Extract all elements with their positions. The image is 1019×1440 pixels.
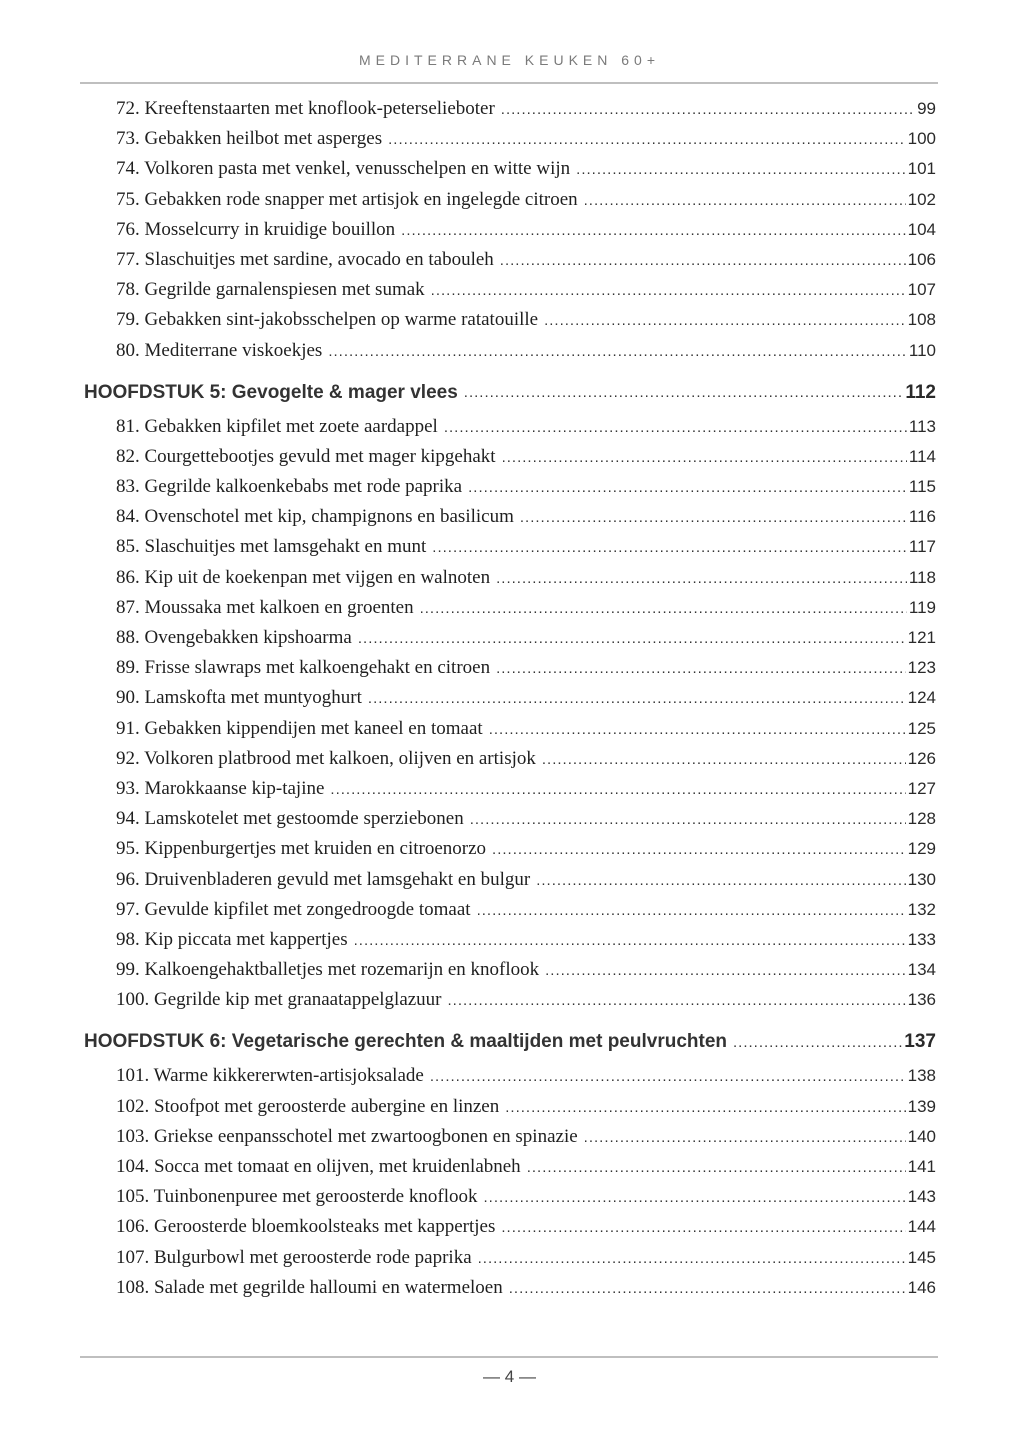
toc-title: 73. Gebakken heilbot met asperges [116, 128, 383, 150]
toc-title: 94. Lamskotelet met gestoomde sperziebonen [116, 808, 464, 830]
header-rule [80, 82, 938, 84]
toc-page-number: 138 [907, 1066, 936, 1086]
dot-leader [500, 252, 906, 269]
toc-title: 103. Griekse eenpansschotel met zwartoogbonen en spinazie [116, 1125, 578, 1147]
toc-entry [84, 778, 936, 808]
dot-leader [368, 690, 906, 707]
toc-title: 80. Mediterrane viskoekjes [116, 339, 323, 361]
toc-entry [84, 959, 936, 989]
dot-leader [448, 992, 906, 1009]
toc-page-number: 107 [907, 280, 936, 300]
toc-entry [84, 1186, 936, 1216]
toc-entry [84, 536, 936, 566]
toc-entry [84, 627, 936, 657]
dot-leader [420, 600, 907, 617]
toc-title: 85. Slaschuitjes met lamsgehakt en munt [116, 536, 427, 558]
toc-page-number: 123 [907, 658, 936, 678]
dot-leader [496, 660, 906, 677]
toc-title: 84. Ovenschotel met kip, champignons en basilicum [116, 506, 514, 528]
toc-title: 72. Kreeftenstaarten met knoflook-peterselieboter [116, 98, 495, 119]
toc-entry [84, 1156, 936, 1186]
toc-page-number: 141 [907, 1157, 936, 1176]
dot-leader [542, 751, 906, 768]
toc-title: 92. Volkoren platbrood met kalkoen, olijven en artisjok [116, 747, 536, 769]
toc-title: 93. Marokkaanse kip-tajine [116, 777, 325, 799]
toc-page-number: 124 [907, 688, 936, 708]
toc-entry [84, 1096, 936, 1126]
toc-entry [84, 838, 936, 868]
dot-leader [401, 222, 905, 239]
toc-page-number: 128 [907, 809, 936, 829]
toc-title: HOOFDSTUK 6: Vegetarische gerechten & maaltijden met peulvruchten [84, 1031, 727, 1053]
toc-page-number: 145 [907, 1247, 936, 1267]
toc-page-number: 139 [907, 1096, 936, 1116]
toc-entry [84, 446, 936, 476]
toc-page-number: 106 [907, 249, 936, 269]
toc-page-number: 137 [904, 1031, 936, 1053]
toc-page-number: 144 [907, 1217, 936, 1237]
dot-leader [520, 509, 907, 526]
dot-leader [330, 781, 905, 798]
dot-leader [468, 479, 907, 496]
toc-title: 90. Lamskofta met muntyoghurt [116, 687, 362, 709]
toc-title: 101. Warme kikkererwten-artisjoksalade [116, 1065, 424, 1087]
toc-entry [84, 309, 936, 339]
toc-entry [84, 158, 936, 188]
toc-entry [84, 597, 936, 627]
dot-leader [536, 872, 905, 889]
toc-entry [84, 416, 936, 446]
toc-title: 75. Gebakken rode snapper met artisjok en ingelegde citroen [116, 188, 578, 210]
toc-page-number: 140 [907, 1126, 936, 1146]
toc-title: 102. Stoofpot met geroosterde aubergine en linzen [116, 1095, 500, 1117]
toc-title: 77. Slaschuitjes met sardine, avocado en tabouleh [116, 248, 494, 270]
toc-page-number: 114 [908, 446, 936, 466]
toc-page-number: 136 [907, 990, 936, 1010]
toc-chapter-heading [84, 370, 936, 416]
toc-entry [84, 567, 936, 597]
toc-page-number: 117 [908, 537, 936, 557]
toc-page-number: 101 [907, 159, 936, 179]
toc-entry [84, 657, 936, 687]
toc-chapter-heading [84, 1019, 936, 1065]
toc-title: 91. Gebakken kippendijen met kaneel en tomaat [116, 717, 483, 739]
dot-leader [470, 811, 906, 828]
toc-entry [84, 929, 936, 959]
dot-leader [354, 932, 906, 949]
toc-entry [84, 279, 936, 309]
toc-page-number: 125 [907, 718, 936, 738]
toc-title: 97. Gevulde kipfilet met zongedroogde tomaat [116, 898, 471, 920]
dot-leader [544, 312, 906, 329]
toc-title: 83. Gegrilde kalkoenkebabs met rode paprika [116, 476, 463, 498]
toc-entry [84, 748, 936, 778]
dot-leader [464, 384, 904, 401]
dot-leader [527, 1159, 906, 1176]
toc-entry [84, 1065, 936, 1095]
dot-leader [489, 721, 906, 738]
toc-title: 87. Moussaka met kalkoen en groenten [116, 596, 414, 618]
toc-title: 100. Gegrilde kip met granaatappelglazuur [116, 989, 442, 1011]
toc-entry [84, 249, 936, 279]
toc-title: 79. Gebakken sint-jakobsschelpen op warme ratatouille [116, 309, 539, 331]
toc-page-number: 110 [908, 340, 936, 360]
toc-title: 99. Kalkoengehaktballetjes met rozemarijn en knoflook [116, 959, 540, 981]
toc-entry [84, 687, 936, 717]
toc-title: 74. Volkoren pasta met venkel, venusschelpen en witte wijn [116, 158, 571, 180]
toc-page-number: 115 [908, 477, 936, 497]
toc-title: 108. Salade met gegrilde halloumi en watermeloen [116, 1276, 503, 1298]
toc-title: 98. Kip piccata met kappertjes [116, 928, 348, 950]
toc-page-number: 108 [907, 310, 936, 330]
toc-page-number: 99 [917, 99, 936, 118]
toc-entry [84, 98, 936, 128]
toc-page-number: 134 [907, 960, 936, 980]
toc-page-number: 100 [907, 129, 936, 149]
toc-page-number: 127 [907, 778, 936, 798]
toc-page-number: 119 [908, 597, 936, 617]
toc-page-number: 126 [907, 748, 936, 768]
toc-entry [84, 340, 936, 370]
toc-page-number: 104 [907, 219, 936, 239]
dot-leader [430, 1068, 906, 1085]
toc-entry [84, 989, 936, 1019]
toc-entry [84, 1126, 936, 1156]
dot-leader [501, 101, 915, 118]
toc-title: 96. Druivenbladeren gevuld met lamsgehakt en bulgur [116, 868, 531, 890]
toc-entry [84, 128, 936, 158]
toc-title: 104. Socca met tomaat en olijven, met kruidenlabneh [116, 1156, 521, 1177]
dot-leader [502, 449, 907, 466]
toc-page-number: 143 [907, 1187, 936, 1207]
toc-title: 89. Frisse slawraps met kalkoengehakt en citroen [116, 657, 491, 679]
dot-leader [432, 539, 907, 556]
toc-entry [84, 808, 936, 838]
toc-title: 88. Ovengebakken kipshoarma [116, 627, 352, 648]
toc-entry [84, 1247, 936, 1277]
toc-page-number: 146 [907, 1277, 936, 1297]
toc-title: 78. Gegrilde garnalenspiesen met sumak [116, 279, 425, 301]
toc-page-number: 129 [907, 839, 936, 859]
dot-leader [505, 1099, 905, 1116]
dot-leader [444, 419, 907, 436]
toc-entry [84, 718, 936, 748]
toc-page-number: 112 [905, 381, 936, 403]
toc-entry [84, 869, 936, 899]
dot-leader [584, 192, 906, 209]
toc-page-number: 116 [908, 507, 936, 527]
toc-entry [84, 1216, 936, 1246]
dot-leader [509, 1280, 906, 1297]
dot-leader [492, 841, 906, 858]
dot-leader [483, 1189, 905, 1206]
dot-leader [388, 131, 906, 148]
toc-page-number: 132 [907, 899, 936, 919]
toc-title: 107. Bulgurbowl met geroosterde rode paprika [116, 1246, 472, 1268]
dot-leader [576, 161, 905, 178]
toc-title: 76. Mosselcurry in kruidige bouillon [116, 218, 396, 240]
toc-page-number: 121 [907, 628, 936, 647]
toc-title: 81. Gebakken kipfilet met zoete aardappel [116, 415, 438, 437]
dot-leader [584, 1129, 906, 1146]
toc-title: 86. Kip uit de koekenpan met vijgen en walnoten [116, 566, 491, 588]
toc-page-number: 118 [908, 567, 936, 587]
toc-title: 82. Courgettebootjes gevuld met mager kipgehakt [116, 445, 496, 467]
toc-entry [84, 506, 936, 536]
toc-title: 106. Geroosterde bloemkoolsteaks met kappertjes [116, 1216, 496, 1238]
toc-title: 95. Kippenburgertjes met kruiden en citroenorzo [116, 838, 487, 860]
dot-leader [501, 1219, 905, 1236]
table-of-contents [84, 98, 936, 1307]
dot-leader [545, 962, 905, 979]
toc-page-number: 102 [907, 189, 936, 209]
running-header: MEDITERRANE KEUKEN 60+ [359, 52, 660, 68]
dot-leader [733, 1034, 902, 1051]
toc-entry [84, 1277, 936, 1307]
toc-page-number: 133 [907, 929, 936, 949]
dot-leader [358, 630, 906, 647]
dot-leader [496, 570, 907, 587]
toc-entry [84, 899, 936, 929]
toc-title: 105. Tuinbonenpuree met geroosterde knoflook [116, 1186, 478, 1208]
toc-entry [84, 476, 936, 506]
toc-page-number: 113 [908, 416, 936, 436]
dot-leader [477, 902, 906, 919]
toc-entry [84, 219, 936, 249]
toc-entry [84, 189, 936, 219]
footer-rule [80, 1356, 938, 1358]
page-number: — 4 — [483, 1367, 536, 1386]
toc-page-number: 130 [907, 869, 936, 889]
dot-leader [328, 343, 907, 360]
toc-title: HOOFDSTUK 5: Gevogelte & mager vlees [84, 381, 458, 403]
dot-leader [431, 282, 906, 299]
dot-leader [478, 1250, 906, 1267]
